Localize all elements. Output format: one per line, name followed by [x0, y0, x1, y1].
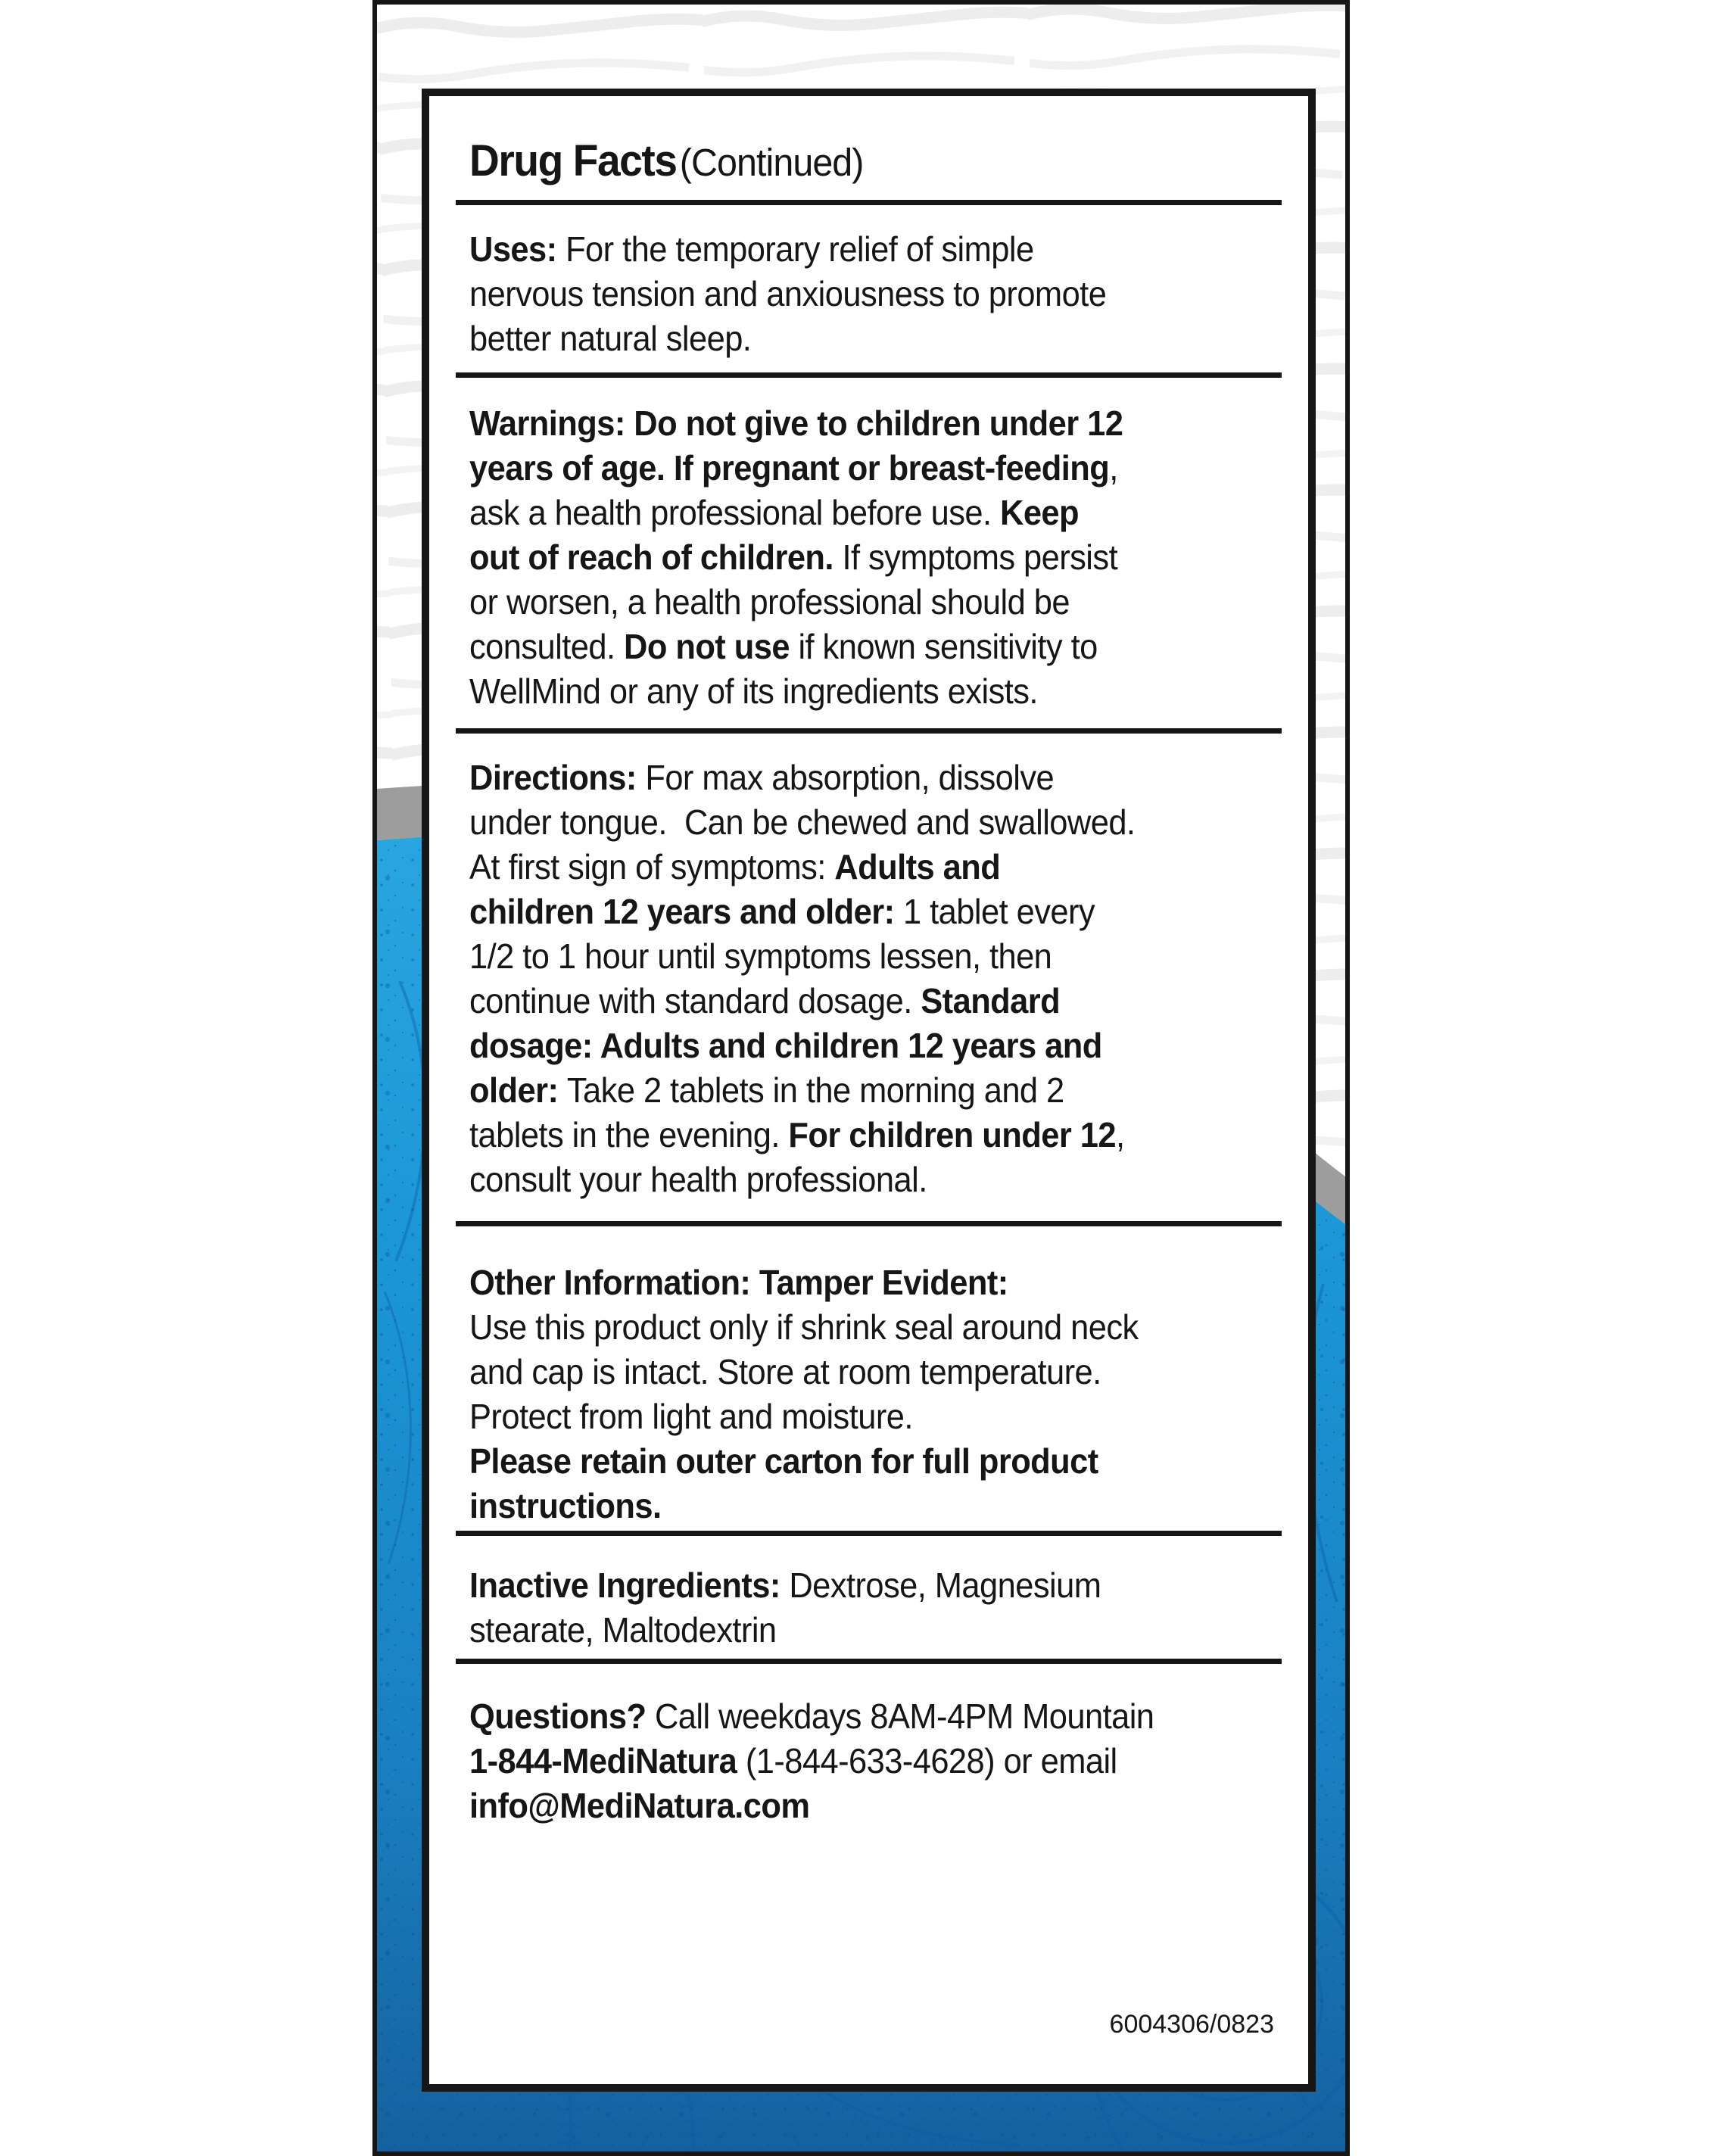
label-line	[469, 535, 1299, 580]
text-run: or worsen, a health professional should be	[469, 582, 1070, 622]
text-run: Uses:	[469, 229, 566, 269]
label-line	[469, 1305, 1299, 1350]
text-run: if known sensitivity to	[798, 627, 1098, 666]
text-run: dosage: Adults and children 12 years and	[469, 1026, 1102, 1065]
text-run: Warnings: Do not give to children under 12	[469, 403, 1123, 443]
text-run: Take 2 tablets in the morning and 2	[566, 1070, 1064, 1110]
text-run: Directions:	[469, 758, 646, 797]
text-run: Questions?	[469, 1696, 655, 1736]
title-bold: Drug Facts	[469, 136, 677, 185]
text-run: ,	[1109, 448, 1118, 488]
text-run: nervous tension and anxiousness to promote	[469, 274, 1107, 313]
section-warnings	[469, 401, 1299, 714]
product-code: 6004306/0823	[1109, 2010, 1274, 2039]
label-line	[469, 669, 1299, 714]
section-rule	[456, 728, 1282, 734]
label-line	[469, 316, 1299, 361]
text-run: Keep	[999, 493, 1080, 532]
label-line	[469, 756, 1299, 800]
text-run: (1-844-633-4628) or email	[745, 1741, 1117, 1781]
label-line	[469, 1608, 1299, 1653]
text-run: Adults and	[834, 847, 1001, 886]
text-run: Standard	[921, 981, 1061, 1020]
section-directions	[469, 756, 1299, 1202]
label-line	[469, 1739, 1299, 1784]
text-run: For children under 12	[788, 1115, 1116, 1154]
label-line	[469, 845, 1299, 890]
text-run: consulted.	[469, 627, 625, 666]
page-title	[469, 136, 863, 186]
label-line	[469, 1350, 1299, 1394]
section-uses	[469, 227, 1299, 361]
label-line	[469, 1023, 1299, 1068]
text-run: tablets in the evening.	[469, 1115, 789, 1154]
section-rule	[456, 200, 1282, 205]
label-line	[469, 1484, 1299, 1528]
text-run: ask a health professional before use.	[469, 493, 1000, 532]
label-line	[469, 979, 1299, 1023]
label-line	[469, 1694, 1299, 1739]
text-run: Protect from light and moisture.	[469, 1397, 913, 1436]
text-run: continue with standard dosage.	[469, 981, 921, 1020]
label-line	[469, 890, 1299, 934]
panel-content	[429, 96, 1293, 2069]
text-run: stearate, Maltodextrin	[469, 1610, 777, 1650]
label-line	[469, 800, 1299, 845]
label-line	[469, 1563, 1299, 1608]
section-other	[469, 1260, 1299, 1528]
text-run: Dextrose, Magnesium	[789, 1566, 1101, 1605]
label-line	[469, 1113, 1299, 1157]
text-run: At first sign of symptoms:	[469, 847, 835, 886]
text-run: older:	[469, 1070, 567, 1110]
label-line	[469, 401, 1299, 446]
title-continued: (Continued)	[679, 141, 864, 184]
text-run: years of age. If pregnant or breast-feeding	[469, 448, 1110, 488]
section-rule	[456, 372, 1282, 378]
text-run: out of reach of children.	[469, 537, 843, 577]
section-rule	[456, 1221, 1282, 1226]
text-run: and cap is intact. Store at room temperature.	[469, 1352, 1101, 1391]
label-line	[469, 446, 1299, 491]
text-run: under tongue. Can be chewed and swallowed.	[469, 802, 1136, 842]
text-run: children 12 years and older:	[469, 892, 904, 931]
text-run: Other Information: Tamper Evident:	[469, 1263, 1008, 1302]
drug-facts-panel	[422, 89, 1316, 2092]
label-line	[469, 1068, 1299, 1113]
text-run: 1 tablet every	[903, 892, 1095, 931]
text-run: 1/2 to 1 hour until symptoms lessen, then	[469, 936, 1052, 976]
text-run: For max absorption, dissolve	[645, 758, 1055, 797]
text-run: consult your health professional.	[469, 1160, 927, 1199]
text-run: Call weekdays 8AM-4PM Mountain	[654, 1696, 1154, 1736]
text-run: Do not use	[624, 627, 799, 666]
text-run: For the temporary relief of simple	[566, 229, 1034, 269]
label-line	[469, 491, 1299, 535]
text-run: ,	[1115, 1115, 1125, 1154]
section-rule	[456, 1531, 1282, 1536]
label-line	[469, 934, 1299, 979]
text-run: Inactive Ingredients:	[469, 1566, 790, 1605]
label-line	[469, 1394, 1299, 1439]
label-line	[469, 1784, 1299, 1828]
text-run: Use this product only if shrink seal around neck	[469, 1307, 1139, 1347]
label-line	[469, 580, 1299, 625]
text-run: WellMind or any of its ingredients exists.	[469, 671, 1038, 711]
text-run: better natural sleep.	[469, 319, 752, 358]
label-line	[469, 625, 1299, 669]
section-questions	[469, 1694, 1299, 1828]
text-run: 1-844-MediNatura	[469, 1741, 746, 1781]
text-run: Please retain outer carton for full product	[469, 1441, 1098, 1481]
outer-panel	[372, 0, 1350, 2156]
label-line	[469, 1260, 1299, 1305]
text-run: info@MediNatura.com	[469, 1786, 810, 1825]
label-line	[469, 272, 1299, 316]
label-line	[469, 1157, 1299, 1202]
text-run: If symptoms persist	[842, 537, 1118, 577]
label-line	[469, 1439, 1299, 1484]
section-rule	[456, 1659, 1282, 1664]
text-run: instructions.	[469, 1486, 662, 1525]
label-line	[469, 227, 1299, 272]
section-inactive	[469, 1563, 1299, 1653]
